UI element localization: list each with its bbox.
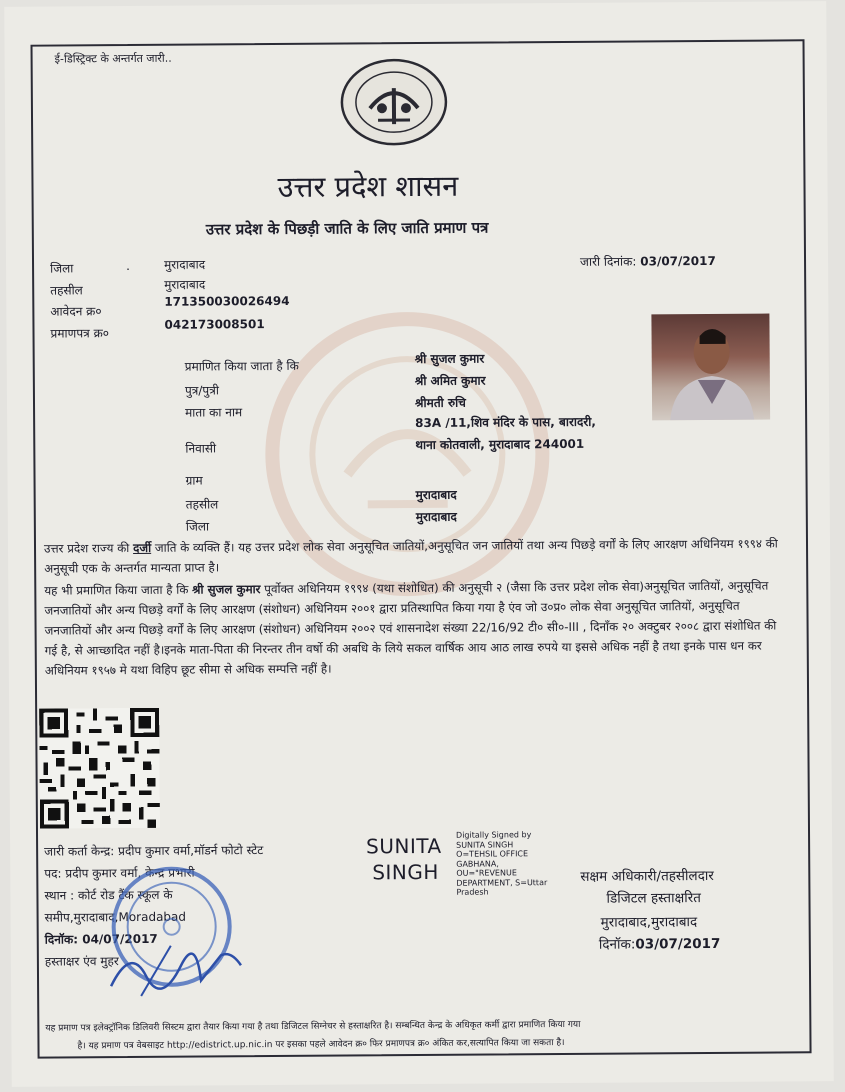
certification-prefix: यह भी प्रमाणित किया जाता है कि <box>44 582 193 598</box>
qr-code-icon <box>39 708 160 829</box>
certificate-sheet <box>4 1 834 1087</box>
dsig-line: OU="REVENUE <box>456 868 517 878</box>
certificate-number-label: प्रमाणपत्र क्र० <box>50 326 110 341</box>
certificate-number-value: 042173008501 <box>164 317 265 332</box>
address-line-1: 83A /11,शिव मंदिर के पास, बारादरी, <box>415 414 596 431</box>
authority-date-value: 03/07/2017 <box>635 935 721 953</box>
dsig-line: O=TEHSIL OFFICE <box>456 849 529 859</box>
certificate-subtitle: उत्तर प्रदेश के पिछड़ी जाति के लिए जाति प्रमाण पत्र <box>205 218 489 239</box>
certification-name: श्री सुजल कुमार <box>192 582 261 597</box>
village-label: ग्राम <box>185 473 203 488</box>
district-detail-value: मुरादाबाद <box>415 509 457 525</box>
father-name: श्री अमित कुमार <box>414 373 486 389</box>
tehsil-detail-value: मुरादाबाद <box>415 487 457 503</box>
relation-label: पुत्र/पुत्री <box>184 383 220 398</box>
district-detail-label: जिला <box>185 519 210 534</box>
application-number-label: आवेदन क्र० <box>50 304 102 319</box>
issue-date-value: 03/07/2017 <box>640 253 716 269</box>
district-dot: . <box>126 259 130 274</box>
tehsil-value: मुरादाबाद <box>164 277 206 292</box>
issuer-place: स्थान : कोर्ट रोड टैंक स्कूल के <box>44 887 173 903</box>
issue-date-label: जारी दिनांक: <box>579 254 637 269</box>
authority-date-label: दिनॉक: <box>598 936 636 953</box>
authority-title: सक्षम अधिकारी/तहसीलदार <box>580 867 714 885</box>
address-label: निवासी <box>185 441 217 456</box>
issuer-center: जारी कर्ता केन्द्र: प्रदीप कुमार वर्मा,मॉडर्न फोटो स्टेट <box>44 843 264 859</box>
applicant-name: श्री सुजल कुमार <box>414 351 485 367</box>
caste-statement-prefix: उत्तर प्रदेश राज्य की <box>43 540 134 556</box>
digital-signer-last-name: SINGH <box>372 859 439 885</box>
issuer-date: दिनॉक: 04/07/2017 <box>44 931 158 947</box>
mother-label: माता का नाम <box>185 405 243 420</box>
tehsil-label: तहसील <box>50 283 83 298</box>
certification-paragraph <box>44 575 785 680</box>
district-label: जिला <box>50 261 74 276</box>
issuer-place-2: समीप,मुरादाबाद,Moradabad <box>44 909 187 925</box>
issuer-designation: पद: प्रदीप कुमार वर्मा, केन्द्र प्रभारी <box>44 865 195 881</box>
authority-digital-signed: डिजिटल हस्ताक्षरित <box>606 890 702 907</box>
issued-under-label: ई-डिस्ट्रिक्ट के अन्तर्गत जारी.. <box>54 51 172 66</box>
handwritten-signature-icon <box>101 925 252 1006</box>
authority-location: मुरादाबाद,मुरादाबाद <box>600 914 698 931</box>
footer-line-1: यह प्रमाण पत्र इलेक्ट्रॉनिक डिलिवरी सिस्टम द्वारा तैयार किया गया है तथा डिजिटल सिग्नेचर से हस्ताक्षरित है। सम्बन्धित केन्द्र के अधिकृत कर्मी द्वारा प्रमाणित किया गया <box>45 1019 581 1034</box>
dsig-line: Pradesh <box>456 887 489 897</box>
dsig-line: GABHANA, <box>456 858 499 869</box>
district-value: मुरादाबाद <box>163 257 206 272</box>
address-line-2: थाना कोतवाली, मुरादाबाद 244001 <box>415 436 585 453</box>
dsig-line: Digitally Signed by <box>456 830 532 840</box>
digital-signer-first-name: SUNITA <box>366 833 442 859</box>
applicant-photo <box>651 314 770 421</box>
footer-line-2: है। यह प्रमाण पत्र वेबसाइट http://edistrict.up.nic.in पर इसका पहले आवेदन क्र० फिर प्रमाणपत्र क्र० अंकित कर,सत्यापित किया जा सकता है। <box>77 1037 565 1052</box>
authority-date-row <box>599 934 721 953</box>
dsig-line: DEPARTMENT, S=Uttar <box>456 877 548 888</box>
issuer-signature-label: हस्ताक्षर एंव मुहर <box>44 954 119 969</box>
caste-statement-suffix: जाति के व्यक्ति हैं। यह उत्तर प्रदेश लोक सेवा अनुसूचित जातियों,अनुसूचित जन जातियों तथा अन्य पिछड़े वर्गों के लिए आरक्षण अधिनियम १९९४ की अनुसूची एक के अन्तर्गत मान्यता प्राप्त है। <box>44 536 778 576</box>
issue-date-row <box>580 252 716 270</box>
person-silhouette-icon <box>651 314 770 421</box>
up-government-emblem-icon <box>340 58 449 147</box>
caste-name: दर्जी <box>133 540 152 555</box>
tehsil-detail-label: तहसील <box>185 497 219 512</box>
certified-label: प्रमाणित किया जाता है कि <box>184 358 299 374</box>
mother-name: श्रीमती रुचि <box>414 395 466 411</box>
certificate-title: उत्तर प्रदेश शासन <box>277 168 459 204</box>
caste-statement-paragraph <box>44 533 784 578</box>
certification-body: पूर्वोक्त अधिनियम १९९४ (यथा संशोधित) की अनुसूची २ (जैसा कि उत्तर प्रदेश लोक सेवा)अनुसूचित जातियों, अनुसूचित जनजातियों और अन्य पिछड़े वर्गों के लिए आरक्षण (संशोधन) अधिनियम २००१ द्वारा प्रतिस्थापित किया गया है एंव जो उ०प्र० लोक सेवा अनुसूचित जातियों, अनुसूचित जनजातियों और अन्य पिछड़े वर्गों के लिए आरक्षण (संशोधन) अधिनियम २००२ एवं शासनादेश संख्या 22/16/92 टी० सी०-III , दिनाँक २० अक्टुबर २००८ द्वारा संशोधित की गई है, से आच्छादित नहीं है।इनके माता-पिता की निरन्तर तीन वर्षो की अबधि के लिये सकल वार्षिक आय आठ लाख रुपये या इससे अधिक नहीं है तथा इनके पास धन कर अधिनियम १९५७ मे यथा विहिप छूट सीमा से अधिक सम्पत्ति नहीं है। <box>44 578 777 678</box>
dsig-line: SUNITA SINGH <box>456 839 514 850</box>
digital-signature-details <box>456 830 547 897</box>
application-number-value: 171350030026494 <box>164 293 290 309</box>
